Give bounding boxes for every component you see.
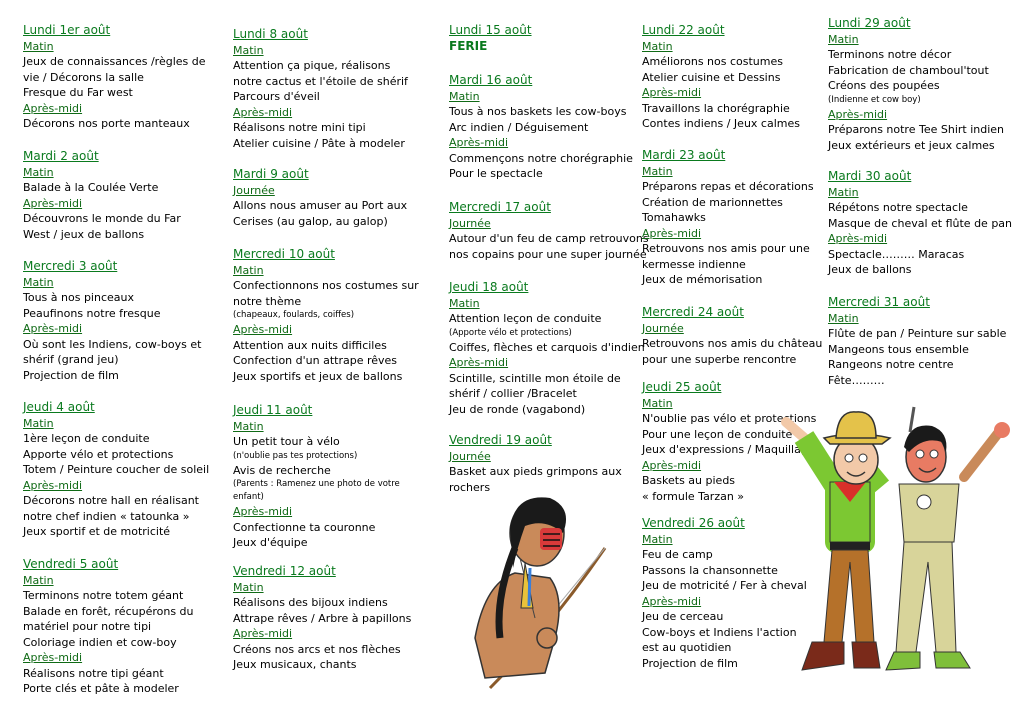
activity-line: rochers xyxy=(449,480,491,494)
day-block xyxy=(23,23,206,132)
activity-line: Un petit tour à vélo xyxy=(233,435,340,448)
activity-line: Cow-boys et Indiens l'action xyxy=(642,625,797,639)
activity-line: Travaillons la chorégraphie xyxy=(642,101,790,115)
activity-line: Balade en forêt, récupérons du xyxy=(23,604,194,618)
activity-line: notre thème xyxy=(233,294,302,308)
period-label: Après-midi xyxy=(233,105,293,119)
activity-line: Atelier cuisine et Dessins xyxy=(642,70,781,84)
day-block xyxy=(828,169,1012,278)
day-block xyxy=(828,16,1004,153)
period-label: Après-midi xyxy=(828,232,888,245)
activity-line: Attention aux nuits difficiles xyxy=(233,338,387,352)
period-label: Matin xyxy=(449,296,480,310)
day-block xyxy=(449,73,633,182)
activity-line: Retrouvons nos amis pour une xyxy=(642,242,810,255)
period-label: Journée xyxy=(449,449,491,463)
activity-line: Atelier cuisine / Pâte à modeler xyxy=(233,136,405,150)
activity-line: Contes indiens / Jeux calmes xyxy=(642,117,800,130)
activity-line: Apporte vélo et protections xyxy=(23,447,174,461)
period-label: Matin xyxy=(233,419,264,433)
activity-line: shérif (grand jeu) xyxy=(23,353,119,366)
activity-line: Arc indien / Déguisement xyxy=(449,120,589,134)
day-title: Lundi 1er août xyxy=(23,23,111,37)
activity-line: Tous à nos baskets les cow-boys xyxy=(449,105,627,118)
period-label: Après-midi xyxy=(828,107,888,121)
activity-line: Créons nos arcs et nos flèches xyxy=(233,642,401,656)
activity-line: Tous à nos pinceaux xyxy=(23,291,134,304)
activity-line: Rangeons notre centre xyxy=(828,358,954,371)
holiday-label: FERIE xyxy=(449,38,488,53)
activity-line: Décorons notre hall en réalisant xyxy=(23,494,199,507)
day-block xyxy=(23,400,209,540)
activity-line: Confection d'un attrape rêves xyxy=(233,354,398,367)
activity-line: Jeux d'équipe xyxy=(233,536,308,549)
activity-line: Baskets au pieds xyxy=(642,474,736,487)
period-label: Matin xyxy=(449,89,480,103)
activity-line: Fabrication de chamboul'tout xyxy=(828,63,989,77)
activity-line: Parcours d'éveil xyxy=(233,90,320,103)
activity-line: (n'oublie pas tes protections) xyxy=(233,450,358,461)
day-title: Mardi 9 août xyxy=(233,167,309,181)
period-label: Après-midi xyxy=(449,356,509,369)
activity-line: Pour une leçon de conduite xyxy=(642,427,793,441)
period-label: Matin xyxy=(233,43,264,57)
activity-line: West / jeux de ballons xyxy=(23,227,145,241)
activity-line: Balade à la Coulée Verte xyxy=(23,181,159,194)
day-title: Vendredi 12 août xyxy=(233,564,336,578)
activity-line: (Parents : Ramenez une photo de votre xyxy=(233,479,400,489)
activity-line: Confectionnons nos costumes sur xyxy=(233,279,419,292)
period-label: Matin xyxy=(642,396,673,410)
day-block xyxy=(642,148,814,288)
period-label: Matin xyxy=(233,580,264,594)
day-block xyxy=(23,557,194,697)
day-title: Jeudi 11 août xyxy=(233,403,313,417)
period-label: Matin xyxy=(23,39,54,53)
activity-line: vie / Décorons la salle xyxy=(23,70,144,84)
activity-line: Jeux de ballons xyxy=(828,263,912,276)
archer-indian-icon xyxy=(455,488,625,693)
day-block xyxy=(449,200,649,262)
day-title: Mercredi 24 août xyxy=(642,305,744,319)
activity-line: Retrouvons nos amis du château xyxy=(642,337,823,350)
day-title: Jeudi 18 août xyxy=(449,280,529,294)
activity-line: Jeu de cerceau xyxy=(642,610,724,623)
day-block xyxy=(449,23,532,54)
day-block xyxy=(23,149,181,242)
activity-line: Masque de cheval et flûte de pan xyxy=(828,216,1013,230)
activity-line: Confectionne ta couronne xyxy=(233,520,376,534)
activity-line: Autour d'un feu de camp retrouvons xyxy=(449,232,649,245)
activity-line: Réalisons des bijoux indiens xyxy=(233,596,388,609)
day-block xyxy=(233,564,411,673)
activity-line: Jeux musicaux, chants xyxy=(233,658,357,671)
activity-line: « formule Tarzan » xyxy=(642,489,745,503)
activity-line: (Apporte vélo et protections) xyxy=(449,327,572,338)
activity-line: Créons des poupées xyxy=(828,79,940,92)
day-title: Lundi 22 août xyxy=(642,23,725,37)
activity-line: notre cactus et l'étoile de shérif xyxy=(233,74,408,88)
day-block xyxy=(642,305,822,367)
day-title: Mercredi 31 août xyxy=(828,295,930,309)
period-label: Matin xyxy=(23,416,54,430)
activity-line: Attention ça pique, réalisons xyxy=(233,59,391,72)
period-label: Matin xyxy=(642,532,673,546)
period-label: Journée xyxy=(449,216,491,230)
activity-line: Basket aux pieds grimpons aux xyxy=(449,465,622,478)
day-title: Jeudi 4 août xyxy=(23,400,95,414)
day-title: Mardi 23 août xyxy=(642,148,726,162)
activity-line: Coloriage indien et cow-boy xyxy=(23,635,177,649)
day-title: Vendredi 5 août xyxy=(23,557,119,571)
day-title: Lundi 29 août xyxy=(828,16,911,30)
day-title: Mercredi 3 août xyxy=(23,259,118,273)
activity-line: Préparons repas et décorations xyxy=(642,180,814,193)
activity-line: Réalisons notre tipi géant xyxy=(23,666,164,680)
activity-line: Jeux de connaissances /règles de xyxy=(23,55,206,68)
activity-line: Terminons notre totem géant xyxy=(23,589,184,602)
activity-line: Mangeons tous ensemble xyxy=(828,342,969,356)
activity-line: Passons la chansonnette xyxy=(642,563,778,577)
activity-line: enfant) xyxy=(233,492,264,502)
day-title: Lundi 15 août xyxy=(449,23,532,37)
activity-line: Décorons nos porte manteaux xyxy=(23,117,190,130)
activity-line: Jeu de ronde (vagabond) xyxy=(449,402,586,416)
activity-line: shérif / collier /Bracelet xyxy=(449,387,577,400)
day-title: Vendredi 19 août xyxy=(449,433,552,447)
activity-line: notre chef indien « tatounka » xyxy=(23,509,190,523)
day-block xyxy=(23,259,201,383)
activity-line: kermesse indienne xyxy=(642,257,746,271)
period-label: Après-midi xyxy=(23,651,83,664)
period-label: Après-midi xyxy=(642,86,702,99)
period-label: Après-midi xyxy=(23,101,83,115)
day-block xyxy=(233,247,419,384)
activity-line: Préparons notre Tee Shirt indien xyxy=(828,123,1005,136)
period-label: Matin xyxy=(828,311,859,325)
day-title: Mercredi 10 août xyxy=(233,247,335,261)
activity-line: Attention leçon de conduite xyxy=(449,312,602,325)
activity-line: Jeux sportifs et jeux de ballons xyxy=(233,369,403,383)
activity-line: Cerises (au galop, au galop) xyxy=(233,214,388,228)
day-block xyxy=(449,280,645,417)
period-label: Après-midi xyxy=(23,196,83,210)
period-label: Après-midi xyxy=(642,226,702,240)
activity-line: nos copains pour une super journée xyxy=(449,247,647,261)
activity-line: Spectacle……… Maracas xyxy=(828,247,965,261)
day-title: Mercredi 17 août xyxy=(449,200,551,214)
period-label: Matin xyxy=(23,165,54,179)
activity-line: Répétons notre spectacle xyxy=(828,201,968,214)
activity-line: Améliorons nos costumes xyxy=(642,55,783,68)
activity-line: Flûte de pan / Peinture sur sable xyxy=(828,327,1007,340)
activity-line: Jeux extérieurs et jeux calmes xyxy=(828,138,995,152)
activity-line: N'oublie pas vélo et protections xyxy=(642,412,817,425)
activity-line: Porte clés et pâte à modeler xyxy=(23,682,179,695)
activity-line: Allons nous amuser au Port aux xyxy=(233,199,408,212)
activity-line: matériel pour notre tipi xyxy=(23,620,152,633)
day-block xyxy=(233,167,407,229)
activity-line: Pour le spectacle xyxy=(449,167,543,180)
activity-line: Jeux sportif et de motricité xyxy=(23,525,171,538)
activity-line: Fresque du Far west xyxy=(23,86,133,99)
activity-line: (chapeaux, foulards, coiffes) xyxy=(233,310,355,320)
day-title: Lundi 8 août xyxy=(233,27,308,41)
period-label: Journée xyxy=(642,321,684,335)
activity-line: Fête……… xyxy=(828,373,885,387)
activity-line: Jeux d'expressions / Maquillage xyxy=(642,443,815,456)
activity-line: Jeu de motricité / Fer à cheval xyxy=(642,579,807,592)
period-label: Matin xyxy=(828,185,859,199)
period-label: Matin xyxy=(233,263,264,277)
activity-line: Découvrons le monde du Far xyxy=(23,212,181,225)
period-label: Après-midi xyxy=(642,458,702,472)
activity-line: Feu de camp xyxy=(642,548,713,561)
activity-line: Terminons notre décor xyxy=(828,48,952,61)
activity-line: Attrape rêves / Arbre à papillons xyxy=(233,611,412,625)
period-label: Après-midi xyxy=(233,505,293,518)
activity-line: est au quotidien xyxy=(642,641,732,654)
period-label: Matin xyxy=(642,164,673,178)
activity-line: Scintille, scintille mon étoile de xyxy=(449,371,621,385)
activity-line: Coiffes, flèches et carquois d'indien xyxy=(449,340,645,354)
day-title: Mardi 16 août xyxy=(449,73,533,87)
activity-line: Commençons notre chorégraphie xyxy=(449,151,633,165)
day-title: Mardi 30 août xyxy=(828,169,912,183)
activity-line: Tomahawks xyxy=(642,211,706,224)
period-label: Après-midi xyxy=(23,322,83,335)
day-title: Jeudi 25 août xyxy=(642,380,722,394)
period-label: Après-midi xyxy=(449,136,509,149)
activity-line: Création de marionnettes xyxy=(642,195,783,209)
period-label: Après-midi xyxy=(233,627,293,640)
activity-line: Réalisons notre mini tipi xyxy=(233,121,366,134)
activity-line: Projection de film xyxy=(642,656,738,670)
activity-line: pour une superbe rencontre xyxy=(642,352,797,366)
activity-line: Projection de film xyxy=(23,368,119,382)
period-label: Matin xyxy=(23,275,54,289)
period-label: Matin xyxy=(23,573,54,587)
activity-line: Avis de recherche xyxy=(233,463,331,477)
period-label: Après-midi xyxy=(233,323,293,336)
day-block xyxy=(828,295,1006,388)
activity-line: Totem / Peinture coucher de soleil xyxy=(23,463,210,476)
activity-line: Jeux de mémorisation xyxy=(642,273,763,286)
day-block xyxy=(642,23,800,132)
day-block xyxy=(449,433,622,495)
activity-line: 1ère leçon de conduite xyxy=(23,432,150,445)
period-label: Après-midi xyxy=(642,594,702,608)
day-block xyxy=(233,27,408,151)
period-label: Matin xyxy=(828,32,859,46)
day-title: Mardi 2 août xyxy=(23,149,99,163)
cowboy-and-indian-icon xyxy=(764,402,1014,687)
activity-line: Où sont les Indiens, cow-boys et xyxy=(23,337,202,351)
period-label: Matin xyxy=(642,39,673,53)
activity-line: Peaufinons notre fresque xyxy=(23,306,161,320)
period-label: Journée xyxy=(233,183,275,197)
day-block xyxy=(233,403,400,551)
period-label: Après-midi xyxy=(23,478,83,492)
day-title: Vendredi 26 août xyxy=(642,516,745,530)
activity-line: (Indienne et cow boy) xyxy=(828,94,921,105)
